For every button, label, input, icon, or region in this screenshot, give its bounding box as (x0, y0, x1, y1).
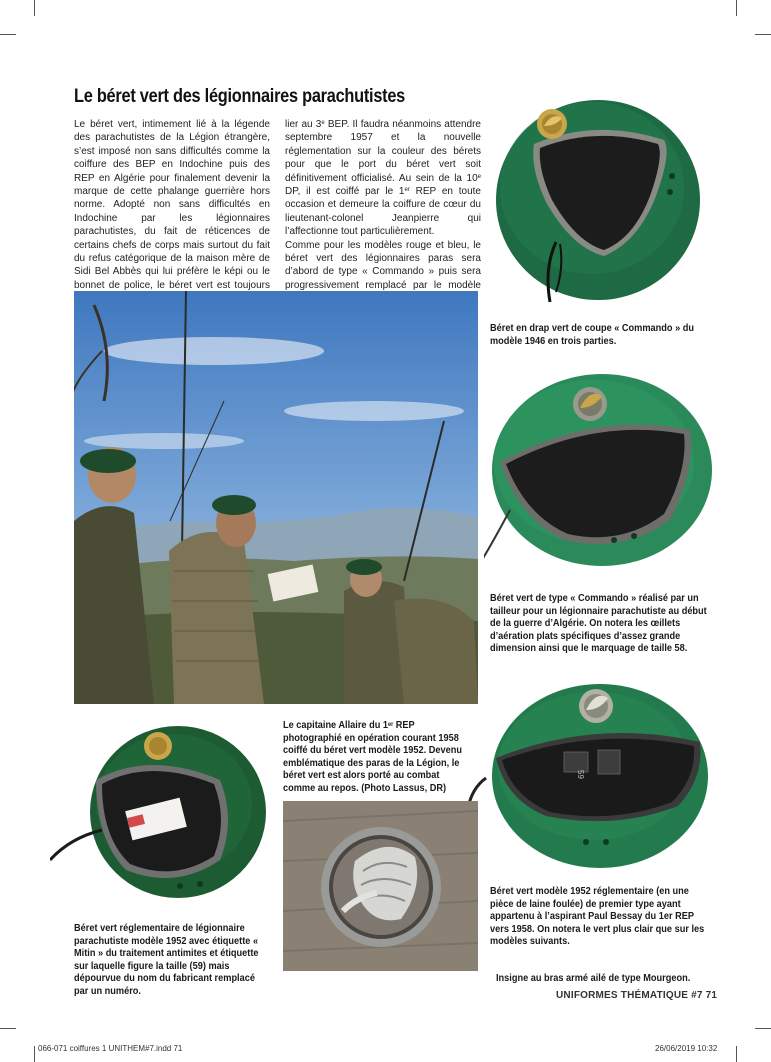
beret-1952-first-type-photo (466, 678, 714, 878)
beret-commando-tailor-photo (484, 370, 714, 580)
field-photograph (74, 291, 478, 704)
crop-mark (736, 0, 737, 16)
winged-arm-insignia-photo (283, 801, 478, 971)
size-marking-label: 59 (576, 770, 585, 779)
caption: Béret vert modèle 1952 réglementaire (en une pièce de laine foulée) de premier type ayant appartenu à l’aspirant Paul Bessay du 1er REP vers 1958. On notera le vert plus clair que sur les modèles suivants. (490, 886, 705, 948)
article-paragraph: Le béret vert, intimement lié à la légende des parachutistes de la Légion étrangère, s’est imposé non sans difficultés comme la coiffure des BEP en Indochine puis des REP en Algérie pour finalement devenir la marque de cette phalange guerrière hors norme. Adopté non sans difficultés en Indochine par les légionnaires parachutistes, du fait de réticences de certains chefs de corps mais surtout du fait du refus catégorique de la maison mère de Sidi Bel Abbès qui lui préfère le képi ou le bonnet de police, le béret vert est toujours (74, 119, 270, 291)
crop-mark (755, 1028, 771, 1029)
print-timestamp: 26/06/2019 10:32 (655, 1044, 718, 1053)
beret-commando-1946-photo (486, 92, 706, 312)
crop-mark (34, 0, 35, 16)
caption: Béret vert réglementaire de légionnaire parachutiste modèle 1952 avec étiquette « Mitin » du traitement antimites et étiquette sur laquelle figure la taille (59) mais dépourvue du nom du fabricant remplacé par un numéro. (74, 923, 259, 997)
crop-mark (0, 1028, 16, 1029)
crop-mark (0, 34, 16, 35)
article-paragraph: Comme pour les modèles rouge et bleu, le béret vert des légionnaires paras sera d’abord de type « Commando » puis sera progressivement remplacé par le modèle (285, 239, 481, 291)
beret-1952-mitin-label-photo (50, 720, 270, 916)
article-column-2 (285, 118, 481, 306)
page-number: 71 (705, 990, 718, 1001)
page-footer (556, 990, 717, 1001)
grenade-badge-icon (573, 387, 607, 421)
print-slug: 066-071 coiffures 1 UNITHEM#7.indd 71 (38, 1044, 183, 1053)
article-paragraph: lier au 3e BEP. Il faudra néanmoins attendre septembre 1957 et la nouvelle réglementation sur la couleur des bérets pour que le port du béret vert soit définitivement officialisé. Au sein de la 10e DP, il est coiffé par le 1er REP en toute occasion et demeure la coiffure de cœur du lieutenant-colonel Jeanpierre qui l’affectionne tout particulièrement. (285, 119, 481, 238)
grenade-badge-icon (144, 732, 172, 760)
article-column-1 (74, 118, 270, 319)
crop-mark (34, 1046, 35, 1062)
grenade-badge-icon (579, 689, 613, 723)
crop-mark (755, 34, 771, 35)
grenade-badge-icon (537, 109, 567, 139)
crop-mark (736, 1046, 737, 1062)
caption: Béret vert de type « Commando » réalisé par un tailleur pour un légionnaire parachutiste au début de la guerre d’Algérie. On notera les œillets d’aération plats spécifiques d’assez grande dimension ainsi que le marquage de taille 58. (490, 593, 707, 655)
page-title: Le béret vert des légionnaires parachutistes (74, 86, 406, 107)
footer-label: UNIFORMES THÉMATIQUE #7 (556, 990, 703, 1001)
caption: Béret en drap vert de coupe « Commando » du modèle 1946 en trois parties. (490, 323, 694, 347)
caption: Insigne au bras armé ailé de type Mourgeon. (496, 973, 691, 984)
caption-photo: Le capitaine Allaire du 1er REP photographié en opération courant 1958 coiffé du béret vert modèle 1952. Devenu emblématique des paras de la Légion, le béret vert est alors porté au combat comme au repos. (Photo Lassus, DR) (283, 720, 462, 794)
